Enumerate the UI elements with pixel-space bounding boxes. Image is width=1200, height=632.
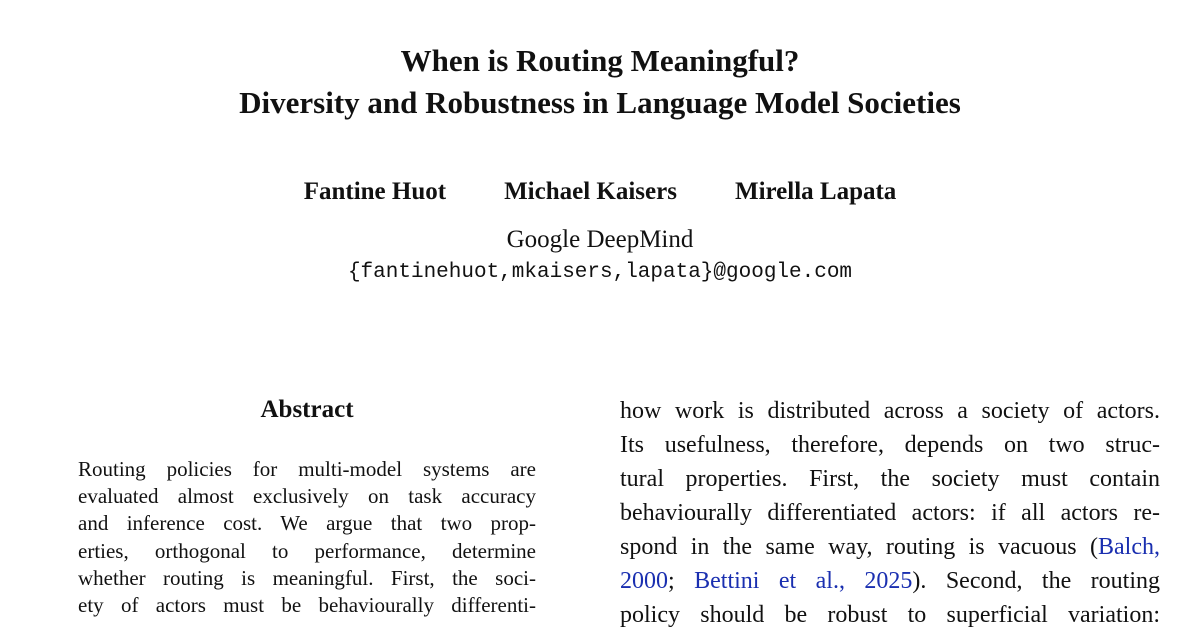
body-line: how work is distributed across a society of actors. — [620, 398, 1160, 424]
abstract-heading: Abstract — [260, 396, 354, 423]
body-text: spond in the same way, routing is vacuous ( — [620, 534, 1099, 560]
paper-title — [0, 40, 1200, 124]
author-list — [0, 176, 1200, 208]
author-name: Michael Kaisers — [504, 178, 677, 205]
introduction-text — [620, 394, 1160, 632]
body-line — [620, 564, 1160, 598]
citation-link-balch-year[interactable]: 2000 — [620, 568, 668, 594]
body-line: policy should be robust to superficial variation: — [620, 602, 1160, 628]
abstract-line: and inference cost. We argue that two prop- — [78, 511, 536, 536]
citation-link-bettini[interactable]: Bettini et al., 2025 — [694, 568, 913, 594]
body-line: Its usefulness, therefore, depends on two struc- — [620, 432, 1160, 458]
author-name: Fantine Huot — [303, 178, 447, 205]
title-line-2: Diversity and Robustness in Language Model Societies — [239, 85, 961, 120]
abstract-text — [78, 456, 536, 619]
author-name: Mirella Lapata — [734, 178, 897, 205]
body-text: ). Second, the routing — [912, 568, 1160, 594]
affiliation: Google DeepMind — [506, 226, 694, 253]
body-text: ; — [668, 568, 695, 594]
abstract-line: evaluated almost exclusively on task accuracy — [78, 484, 536, 509]
abstract-line: ety of actors must be behaviourally differenti- — [78, 592, 536, 617]
citation-link-balch[interactable]: Balch, — [1098, 534, 1160, 560]
author-emails: {fantinehuot,mkaisers,lapata}@google.com — [347, 261, 853, 284]
body-line — [620, 530, 1160, 564]
abstract-line: whether routing is meaningful. First, the soci- — [78, 565, 536, 590]
body-line: tural properties. First, the society must contain — [620, 466, 1160, 492]
title-line-1: When is Routing Meaningful? — [400, 43, 800, 78]
abstract-line: erties, orthogonal to performance, determine — [78, 538, 536, 563]
body-line: behaviourally differentiated actors: if all actors re- — [620, 500, 1160, 526]
abstract-line: Routing policies for multi-model systems are — [78, 457, 536, 481]
